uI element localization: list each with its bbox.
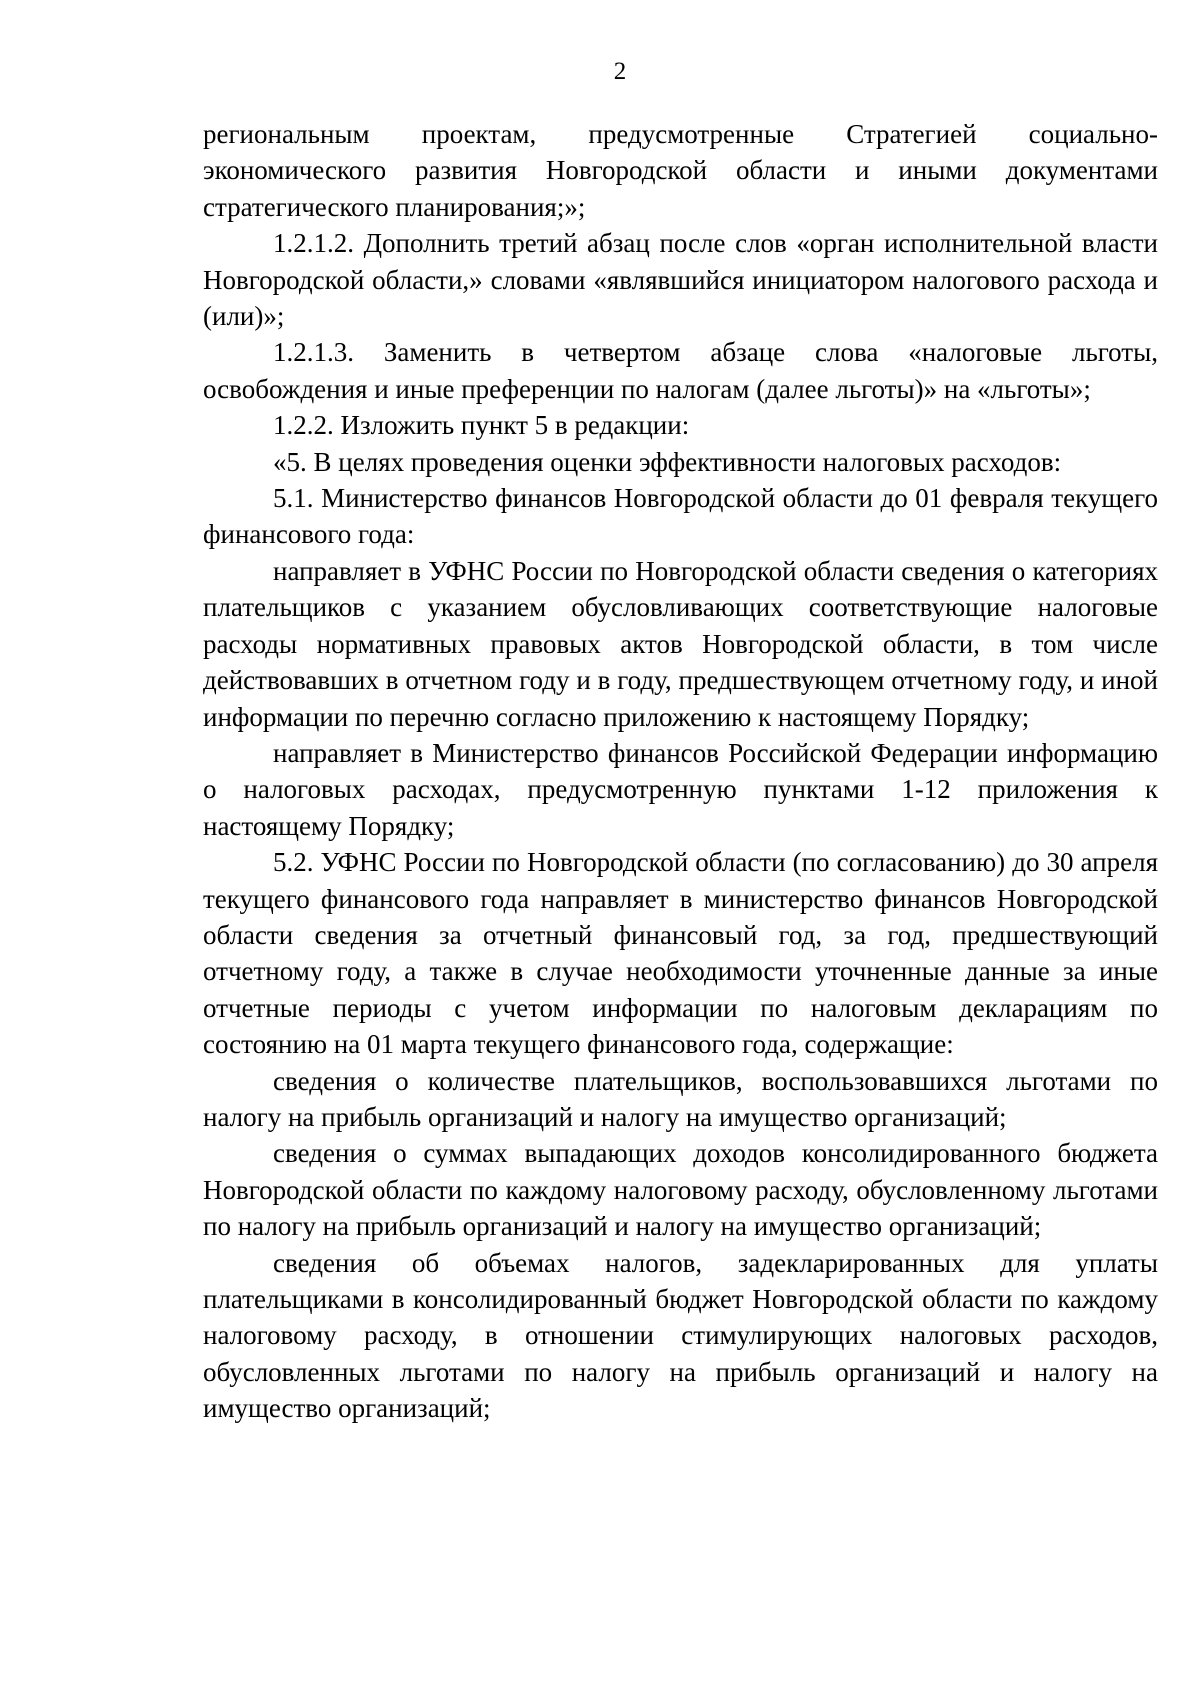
- paragraph-8: направляет в Министерство финансов Российской Федерации информацию о налоговых расходах, предусмотренную пунктами 1-12 приложения к настоящему Порядку;: [203, 737, 1158, 841]
- paragraph-5: «5. В целях проведения оценки эффективности налоговых расходов:: [273, 446, 1062, 477]
- paragraph-12: сведения об объемах налогов, задекларированных для уплаты плательщиками в консолидированный бюджет Новгородской области по каждому налоговому расходу, в отношении стимулирующих налоговых расходов, обусловленных льготами по налогу на прибыль организаций и налогу на имущество организаций;: [203, 1247, 1158, 1424]
- paragraph-4: 1.2.2. Изложить пункт 5 в редакции:: [273, 410, 690, 441]
- paragraph-2: 1.2.1.2. Дополнить третий абзац после слов «орган исполнительной власти Новгородской области,» словами «являвшийся инициатором налогового расхода и (или)»;: [203, 228, 1158, 332]
- page-number: 2: [613, 58, 627, 85]
- paragraph-7: направляет в УФНС России по Новгородской области сведения о категориях плательщиков с указанием обусловливающих соответствующие налоговые расходы нормативных правовых актов Новгородской области, в том числе действовавших в отчетном году и в году, предшествующем отчетному году, и иной информации по перечню согласно приложению к настоящему Порядку;: [203, 555, 1158, 732]
- paragraph-9: 5.2. УФНС России по Новгородской области (по согласованию) до 30 апреля текущего финансового года направляет в министерство финансов Новгородской области сведения за отчетный финансовый год, за год, предшествующий отчетному году, а также в случае необходимости уточненные данные за иные отчетные периоды с учетом информации по налоговым декларациям по состоянию на 01 марта текущего финансового года, содержащие:: [203, 847, 1158, 1060]
- paragraph-1: региональным проектам, предусмотренные Стратегией социально-экономического развития Новгородской области и иными документами стратегического планирования;»;: [203, 119, 1158, 222]
- paragraph-6: 5.1. Министерство финансов Новгородской области до 01 февраля текущего финансового года:: [203, 483, 1158, 550]
- paragraph-10: сведения о количестве плательщиков, воспользовавшихся льготами по налогу на прибыль организаций и налогу на имущество организаций;: [203, 1065, 1158, 1132]
- paragraph-11: сведения о суммах выпадающих доходов консолидированного бюджета Новгородской области по каждому налоговому расходу, обусловленному льготами по налогу на прибыль организаций и налогу на имущество организаций;: [203, 1138, 1158, 1242]
- document-body: [203, 116, 1158, 1427]
- paragraph-3: 1.2.1.3. Заменить в четвертом абзаце слова «налоговые льготы, освобождения и иные преференции по налогам (далее льготы)» на «льготы»;: [203, 337, 1158, 404]
